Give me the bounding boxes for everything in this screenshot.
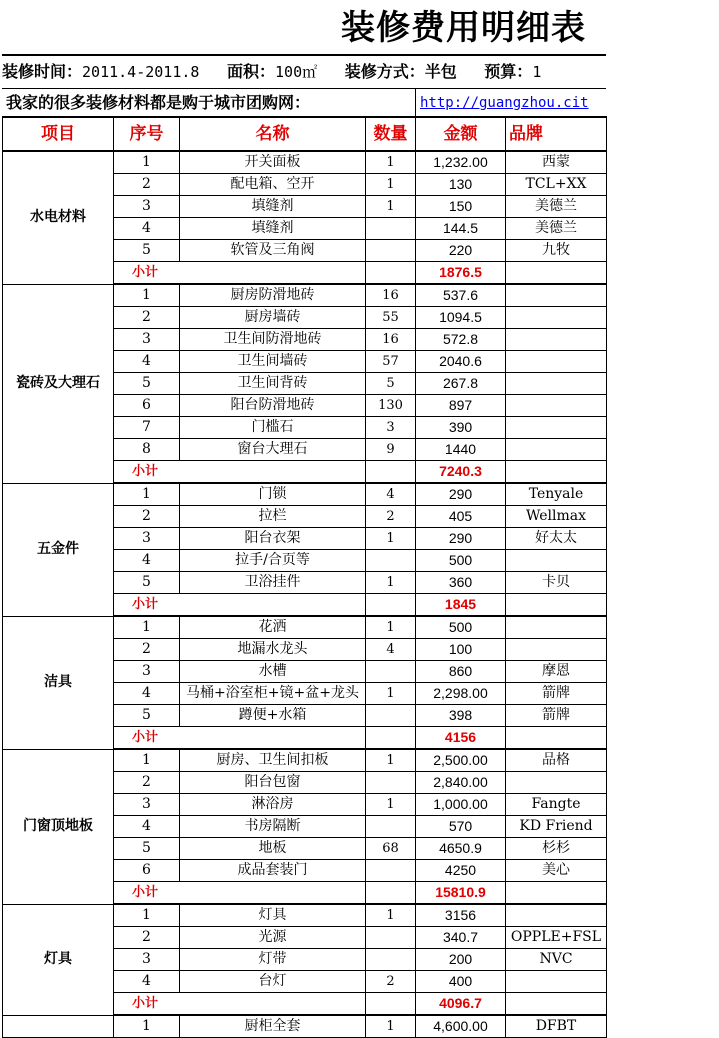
- item-quantity: 130: [366, 395, 416, 417]
- subtotal-amount: 7240.3: [416, 461, 506, 484]
- item-amount: 1,232.00: [416, 151, 506, 174]
- item-quantity: [366, 949, 416, 971]
- item-name: 阳台包窗: [180, 772, 366, 794]
- item-name: 地漏水龙头: [180, 639, 366, 661]
- item-name: 门锁: [180, 483, 366, 506]
- item-brand: [506, 417, 607, 439]
- item-name: 马桶+浴室柜+镜+盆+龙头: [180, 683, 366, 705]
- item-brand: TCL+XX: [506, 174, 607, 196]
- item-name: 卫生间墙砖: [180, 351, 366, 373]
- item-brand: NVC: [506, 949, 607, 971]
- item-number: 2: [114, 174, 180, 196]
- item-amount: 4250: [416, 860, 506, 882]
- table-row: [3, 1015, 607, 1038]
- item-brand: OPPLE+FSL: [506, 927, 607, 949]
- area-info: 面积：100㎡: [227, 62, 318, 81]
- item-amount: 405: [416, 506, 506, 528]
- item-number: 5: [114, 838, 180, 860]
- item-amount: 130: [416, 174, 506, 196]
- item-number: 2: [114, 927, 180, 949]
- item-amount: 390: [416, 417, 506, 439]
- item-name: 阳台衣架: [180, 528, 366, 550]
- item-number: 5: [114, 373, 180, 395]
- item-amount: 2,840.00: [416, 772, 506, 794]
- item-brand: 西蒙: [506, 151, 607, 174]
- subtotal-label: 小计: [114, 882, 366, 905]
- subtotal-brand-empty: [506, 882, 607, 905]
- item-name: 拉栏: [180, 506, 366, 528]
- subtotal-amount: 4156: [416, 727, 506, 750]
- item-quantity: 57: [366, 351, 416, 373]
- item-quantity: 1: [366, 151, 416, 174]
- item-number: 5: [114, 572, 180, 594]
- subtotal-qty-empty: [366, 262, 416, 285]
- item-quantity: 16: [366, 284, 416, 307]
- item-name: 台灯: [180, 971, 366, 993]
- item-name: 灯带: [180, 949, 366, 971]
- item-name: 填缝剂: [180, 196, 366, 218]
- item-quantity: 1: [366, 683, 416, 705]
- item-number: 3: [114, 528, 180, 550]
- item-number: 1: [114, 749, 180, 772]
- header-brand: 品牌: [506, 117, 607, 151]
- project-info-row: [2, 54, 606, 88]
- subtotal-amount: 15810.9: [416, 882, 506, 905]
- item-number: 4: [114, 971, 180, 993]
- category-cell: 灯具: [3, 904, 114, 1015]
- item-brand: 好太太: [506, 528, 607, 550]
- item-brand: Fangte: [506, 794, 607, 816]
- table-row: [3, 616, 607, 639]
- item-number: 1: [114, 904, 180, 927]
- item-brand: 杉杉: [506, 838, 607, 860]
- item-brand: 美德兰: [506, 218, 607, 240]
- item-amount: 860: [416, 661, 506, 683]
- item-quantity: 55: [366, 307, 416, 329]
- item-quantity: 16: [366, 329, 416, 351]
- item-number: 4: [114, 816, 180, 838]
- table-row: [3, 904, 607, 927]
- item-amount: 897: [416, 395, 506, 417]
- item-quantity: 1: [366, 904, 416, 927]
- subtotal-qty-empty: [366, 461, 416, 484]
- item-brand: 美心: [506, 860, 607, 882]
- item-name: 水槽: [180, 661, 366, 683]
- item-quantity: [366, 927, 416, 949]
- item-name: 厨房、卫生间扣板: [180, 749, 366, 772]
- subtotal-qty-empty: [366, 727, 416, 750]
- item-number: 3: [114, 661, 180, 683]
- item-number: 6: [114, 395, 180, 417]
- item-quantity: [366, 550, 416, 572]
- item-amount: 570: [416, 816, 506, 838]
- item-quantity: 68: [366, 838, 416, 860]
- subtotal-brand-empty: [506, 262, 607, 285]
- subtotal-brand-empty: [506, 727, 607, 750]
- item-quantity: 1: [366, 749, 416, 772]
- item-quantity: 1: [366, 196, 416, 218]
- item-name: 灯具: [180, 904, 366, 927]
- header-category: 项目: [3, 117, 114, 151]
- item-name: 厨房墙砖: [180, 307, 366, 329]
- item-name: 光源: [180, 927, 366, 949]
- item-name: 淋浴房: [180, 794, 366, 816]
- item-brand: Tenyale: [506, 483, 607, 506]
- item-brand: [506, 284, 607, 307]
- table-row: [3, 284, 607, 307]
- item-amount: 398: [416, 705, 506, 727]
- item-brand: 美德兰: [506, 196, 607, 218]
- item-quantity: [366, 661, 416, 683]
- item-brand: [506, 772, 607, 794]
- item-name: 开关面板: [180, 151, 366, 174]
- subtotal-qty-empty: [366, 882, 416, 905]
- item-quantity: 5: [366, 373, 416, 395]
- item-brand: [506, 373, 607, 395]
- category-cell: 洁具: [3, 616, 114, 749]
- item-number: 3: [114, 329, 180, 351]
- item-number: 4: [114, 218, 180, 240]
- item-amount: 100: [416, 639, 506, 661]
- item-brand: 摩恩: [506, 661, 607, 683]
- item-number: 8: [114, 439, 180, 461]
- item-brand: 箭牌: [506, 705, 607, 727]
- item-brand: [506, 550, 607, 572]
- item-amount: 500: [416, 550, 506, 572]
- item-name: 卫生间背砖: [180, 373, 366, 395]
- item-brand: 品格: [506, 749, 607, 772]
- subtotal-amount: 1845: [416, 594, 506, 617]
- item-brand: 卡贝: [506, 572, 607, 594]
- item-name: 厨柜全套: [180, 1015, 366, 1038]
- header-name: 名称: [180, 117, 366, 151]
- item-brand: [506, 639, 607, 661]
- item-number: 1: [114, 616, 180, 639]
- item-number: 1: [114, 1015, 180, 1038]
- category-cell: 瓷砖及大理石: [3, 284, 114, 483]
- purchase-note-row: [2, 88, 606, 117]
- item-amount: 290: [416, 483, 506, 506]
- item-name: 成品套装门: [180, 860, 366, 882]
- item-amount: 1094.5: [416, 307, 506, 329]
- item-name: 厨房防滑地砖: [180, 284, 366, 307]
- item-quantity: 1: [366, 1015, 416, 1038]
- item-amount: 500: [416, 616, 506, 639]
- subtotal-brand-empty: [506, 594, 607, 617]
- subtotal-label: 小计: [114, 727, 366, 750]
- subtotal-label: 小计: [114, 461, 366, 484]
- item-number: 5: [114, 240, 180, 262]
- subtotal-label: 小计: [114, 262, 366, 285]
- item-number: 4: [114, 550, 180, 572]
- item-number: 1: [114, 483, 180, 506]
- item-quantity: 4: [366, 639, 416, 661]
- item-brand: [506, 395, 607, 417]
- subtotal-qty-empty: [366, 993, 416, 1016]
- item-quantity: 1: [366, 616, 416, 639]
- item-quantity: 3: [366, 417, 416, 439]
- item-name: 卫浴挂件: [180, 572, 366, 594]
- item-amount: 537.6: [416, 284, 506, 307]
- item-number: 2: [114, 307, 180, 329]
- category-cell: 门窗顶地板: [3, 749, 114, 904]
- item-brand: [506, 351, 607, 373]
- item-number: 3: [114, 794, 180, 816]
- item-brand: KD Friend: [506, 816, 607, 838]
- item-number: 2: [114, 639, 180, 661]
- header-quantity: 数量: [366, 117, 416, 151]
- item-quantity: 1: [366, 572, 416, 594]
- table-row: [3, 749, 607, 772]
- item-brand: [506, 616, 607, 639]
- item-brand: [506, 971, 607, 993]
- expense-table: [2, 116, 607, 1038]
- item-brand: 箭牌: [506, 683, 607, 705]
- table-body: [3, 151, 607, 1038]
- subtotal-label: 小计: [114, 594, 366, 617]
- item-number: 2: [114, 506, 180, 528]
- item-name: 门槛石: [180, 417, 366, 439]
- budget-info: 预算：1: [484, 62, 542, 81]
- item-amount: 2,500.00: [416, 749, 506, 772]
- item-amount: 4650.9: [416, 838, 506, 860]
- item-amount: 400: [416, 971, 506, 993]
- subtotal-brand-empty: [506, 993, 607, 1016]
- item-quantity: 1: [366, 174, 416, 196]
- item-amount: 2,298.00: [416, 683, 506, 705]
- item-name: 地板: [180, 838, 366, 860]
- item-amount: 1,000.00: [416, 794, 506, 816]
- table-row: [3, 483, 607, 506]
- item-number: 1: [114, 151, 180, 174]
- purchase-note: 我家的很多装修材料都是购于城市团购网：: [6, 93, 311, 112]
- item-number: 2: [114, 772, 180, 794]
- table-row: [3, 151, 607, 174]
- item-amount: 572.8: [416, 329, 506, 351]
- subtotal-brand-empty: [506, 461, 607, 484]
- item-amount: 220: [416, 240, 506, 262]
- item-quantity: [366, 860, 416, 882]
- item-name: 书房隔断: [180, 816, 366, 838]
- item-name: 拉手/合页等: [180, 550, 366, 572]
- item-name: 配电箱、空开: [180, 174, 366, 196]
- item-number: 4: [114, 683, 180, 705]
- item-amount: 200: [416, 949, 506, 971]
- item-quantity: [366, 816, 416, 838]
- item-quantity: [366, 705, 416, 727]
- header-amount: 金额: [416, 117, 506, 151]
- item-number: 3: [114, 196, 180, 218]
- item-name: 填缝剂: [180, 218, 366, 240]
- header-number: 序号: [114, 117, 180, 151]
- item-name: 阳台防滑地砖: [180, 395, 366, 417]
- item-quantity: 2: [366, 506, 416, 528]
- item-amount: 360: [416, 572, 506, 594]
- time-info: 装修时间：2011.4-2011.8: [2, 62, 200, 81]
- item-brand: 九牧: [506, 240, 607, 262]
- item-amount: 144.5: [416, 218, 506, 240]
- item-quantity: 1: [366, 528, 416, 550]
- item-name: 卫生间防滑地砖: [180, 329, 366, 351]
- item-brand: [506, 439, 607, 461]
- item-amount: 1440: [416, 439, 506, 461]
- item-amount: 340.7: [416, 927, 506, 949]
- item-brand: [506, 329, 607, 351]
- category-cell: 水电材料: [3, 151, 114, 284]
- item-amount: 267.8: [416, 373, 506, 395]
- item-brand: [506, 904, 607, 927]
- item-name: 窗台大理石: [180, 439, 366, 461]
- item-number: 3: [114, 949, 180, 971]
- item-brand: DFBT: [506, 1015, 607, 1038]
- subtotal-amount: 1876.5: [416, 262, 506, 285]
- item-quantity: [366, 218, 416, 240]
- item-quantity: 1: [366, 794, 416, 816]
- item-amount: 290: [416, 528, 506, 550]
- item-quantity: 9: [366, 439, 416, 461]
- subtotal-label: 小计: [114, 993, 366, 1016]
- subtotal-amount: 4096.7: [416, 993, 506, 1016]
- category-cell: 五金件: [3, 483, 114, 616]
- item-number: 6: [114, 860, 180, 882]
- item-amount: 4,600.00: [416, 1015, 506, 1038]
- item-number: 1: [114, 284, 180, 307]
- item-number: 5: [114, 705, 180, 727]
- item-amount: 150: [416, 196, 506, 218]
- item-brand: [506, 307, 607, 329]
- item-name: 蹲便+水箱: [180, 705, 366, 727]
- item-brand: Wellmax: [506, 506, 607, 528]
- item-quantity: 4: [366, 483, 416, 506]
- item-amount: 2040.6: [416, 351, 506, 373]
- item-number: 4: [114, 351, 180, 373]
- purchase-link[interactable]: http://guangzhou.cit: [415, 89, 606, 117]
- item-amount: 3156: [416, 904, 506, 927]
- item-name: 软管及三角阀: [180, 240, 366, 262]
- subtotal-qty-empty: [366, 594, 416, 617]
- item-name: 花洒: [180, 616, 366, 639]
- item-quantity: [366, 240, 416, 262]
- category-cell: [3, 1015, 114, 1038]
- method-info: 装修方式：半包: [344, 62, 457, 81]
- item-number: 7: [114, 417, 180, 439]
- sheet-title: 装修费用明细表: [341, 8, 586, 48]
- item-quantity: 2: [366, 971, 416, 993]
- item-quantity: [366, 772, 416, 794]
- header-row: [3, 117, 607, 151]
